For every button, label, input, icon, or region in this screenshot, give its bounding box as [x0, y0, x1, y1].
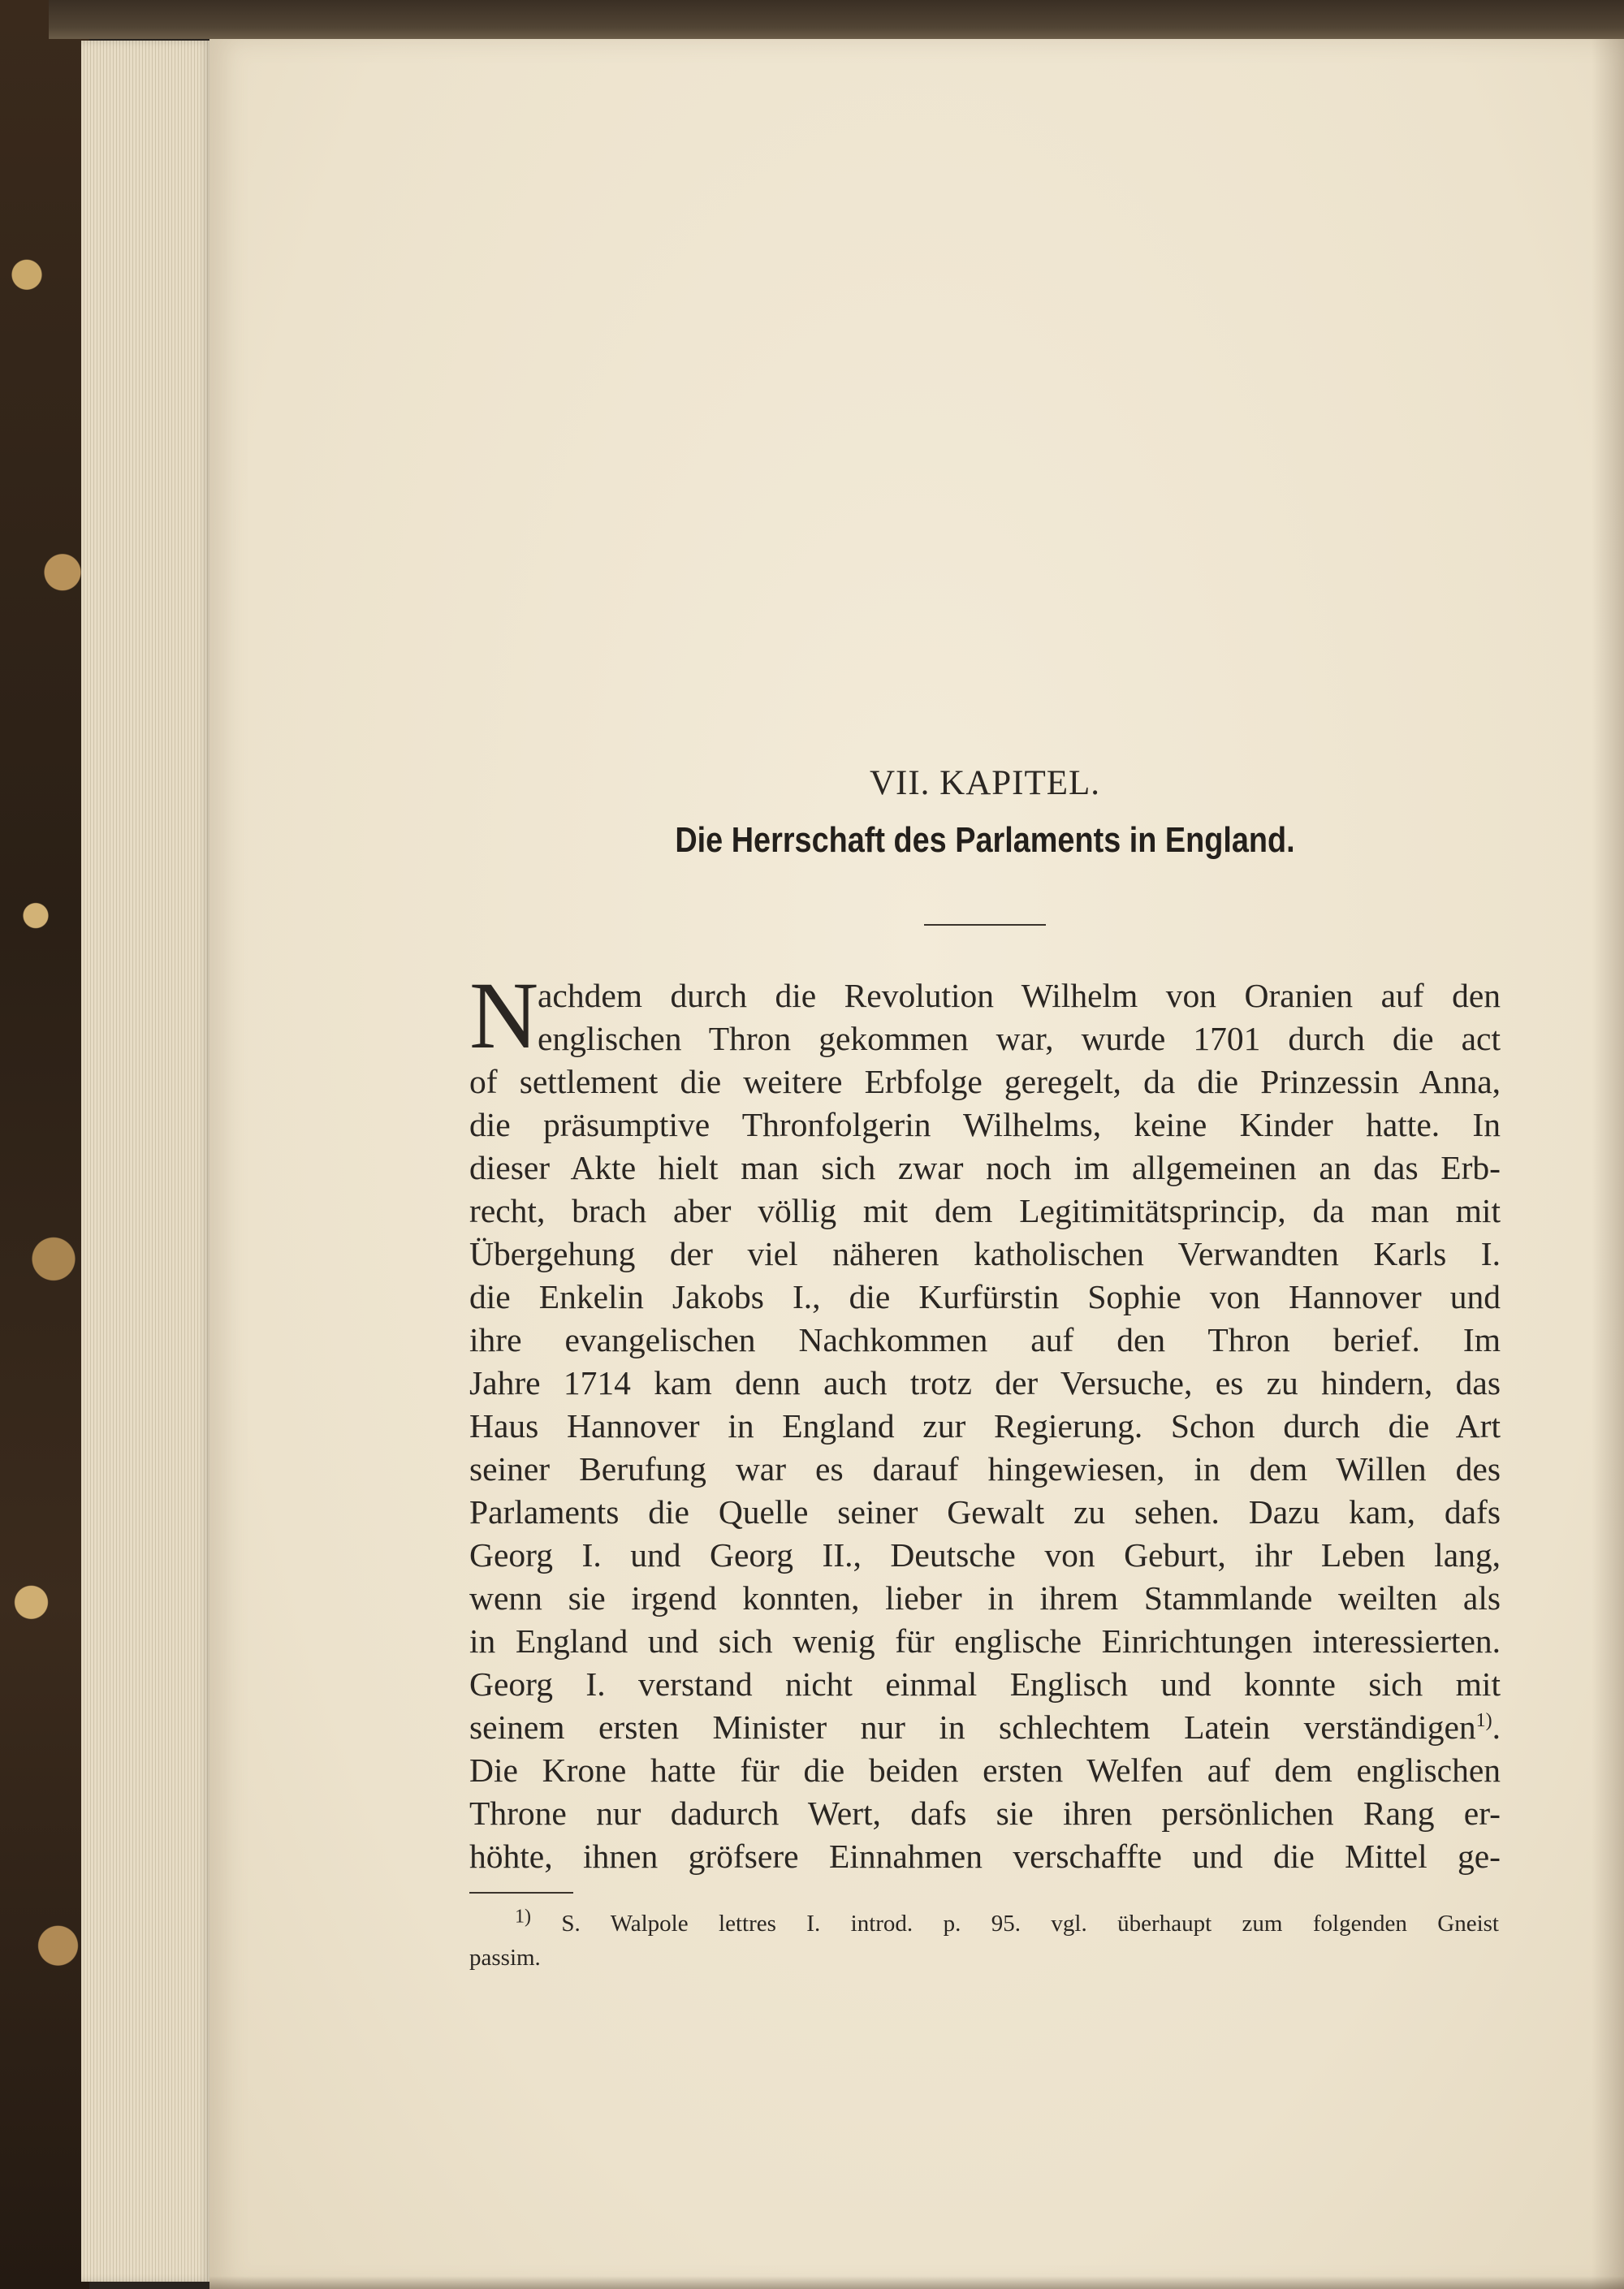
text-line-20: Throne nur dadurch Wert, dafs sie ihren persönlichen Rang er-	[469, 1794, 1501, 1832]
text-line-17: Georg I. verstand nicht einmal Englisch und konnte sich mit	[469, 1665, 1501, 1703]
text-line-2: englischen Thron gekommen war, wurde 1701 durch die act	[538, 1020, 1501, 1057]
text-line-14: Georg I. und Georg II., Deutsche von Geburt, ihr Leben lang,	[469, 1536, 1501, 1574]
text-line-18	[469, 1706, 1501, 1749]
text-line-15: wenn sie irgend konnten, lieber in ihrem Stammlande weilten als	[469, 1579, 1501, 1617]
text-line-7: Übergehung der viel näheren katholischen Verwandten Karls I.	[469, 1235, 1501, 1272]
footnote-line-2: passim.	[469, 1945, 541, 1971]
footnote-text: S. Walpole lettres I. introd. p. 95. vgl. überhaupt zum folgenden Gneist	[531, 1911, 1499, 1937]
book-cover	[0, 0, 89, 2289]
footnote-divider	[469, 1892, 573, 1894]
page-bottom-shadow	[209, 2276, 1624, 2289]
footnote	[469, 1907, 1499, 1975]
text-line-10: Jahre 1714 kam denn auch trotz der Versuche, es zu hindern, das	[469, 1364, 1501, 1401]
drop-cap: N	[469, 962, 539, 1069]
book-top-edge	[49, 0, 1624, 39]
text-line-8: die Enkelin Jakobs I., die Kurfürstin Sophie von Hannover und	[469, 1278, 1501, 1315]
footnote-reference[interactable]: 1)	[1475, 1710, 1492, 1732]
text-line-18-end: .	[1492, 1708, 1501, 1746]
footnote-marker: 1)	[515, 1906, 531, 1928]
text-line-6: recht, brach aber völlig mit dem Legitimitätsprincip, da man mit	[469, 1192, 1501, 1229]
chapter-number: VII. KAPITEL.	[869, 764, 1101, 802]
text-line-5: dieser Akte hielt man sich zwar noch im allgemeinen an das Erb-	[469, 1149, 1501, 1186]
text-line-1: achdem durch die Revolution Wilhelm von Oranien auf den	[538, 977, 1501, 1014]
text-line-11: Haus Hannover in England zur Regierung. Schon durch die Art	[469, 1407, 1501, 1445]
text-line-21: höhte, ihnen gröfsere Einnahmen verschaffte und die Mittel ge-	[469, 1838, 1501, 1875]
text-line-18-text: seinem ersten Minister nur in schlechtem Latein verständigen	[469, 1708, 1476, 1746]
heading-divider	[924, 924, 1046, 926]
body-paragraph	[469, 962, 1501, 1878]
text-line-9: ihre evangelischen Nachkommen auf den Thron berief. Im	[469, 1321, 1501, 1358]
chapter-title: Die Herrschaft des Parlaments in England.	[675, 820, 1295, 860]
page-edges	[81, 41, 211, 2282]
text-line-12: seiner Berufung war es darauf hingewiesen, in dem Willen des	[469, 1450, 1501, 1488]
text-line-19: Die Krone hatte für die beiden ersten Welfen auf dem englischen	[469, 1751, 1501, 1789]
text-line-3: of settlement die weitere Erbfolge geregelt, da die Prinzessin Anna,	[469, 1063, 1501, 1100]
page-curl-shadow	[1592, 39, 1624, 2289]
footnote-line-1	[469, 1907, 1499, 1941]
text-line-4: die präsumptive Thronfolgerin Wilhelms, keine Kinder hatte. In	[469, 1106, 1501, 1143]
text-line-13: Parlaments die Quelle seiner Gewalt zu sehen. Dazu kam, dafs	[469, 1493, 1501, 1531]
text-line-16: in England und sich wenig für englische Einrichtungen interessierten.	[469, 1622, 1501, 1660]
